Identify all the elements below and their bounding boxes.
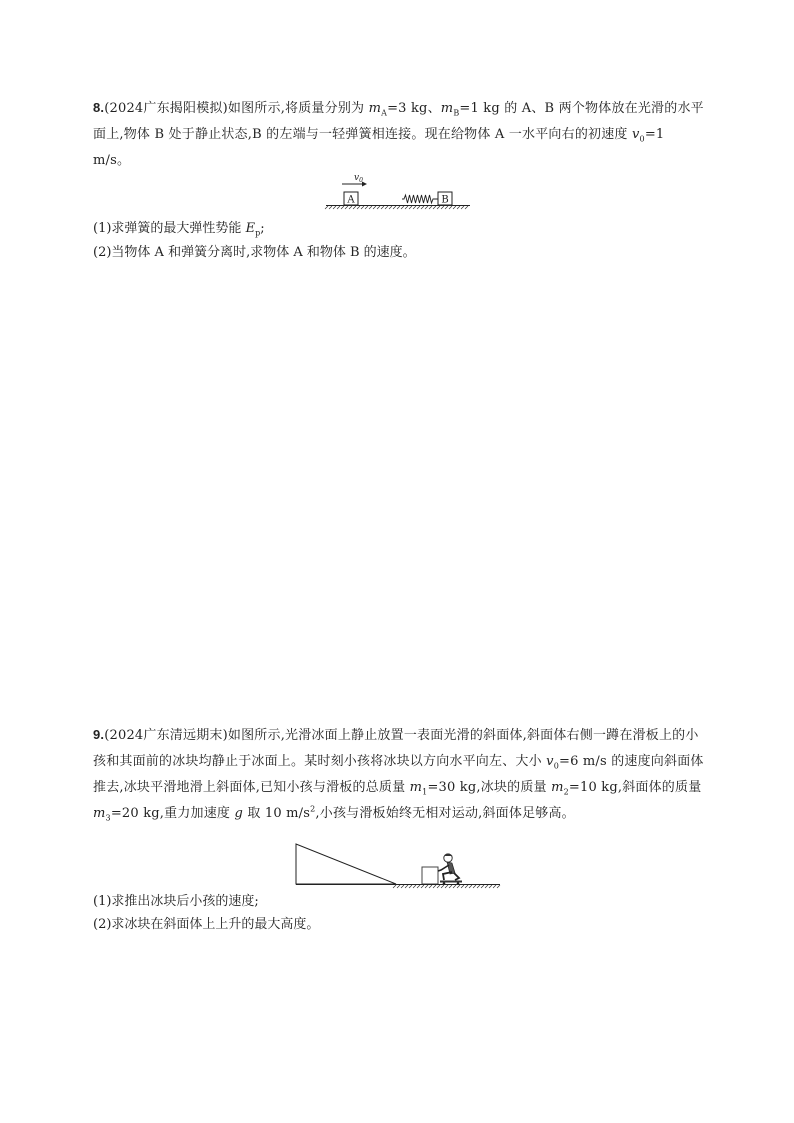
- mass-b-subscript: B: [453, 108, 460, 118]
- block-a-label: A: [347, 194, 355, 206]
- figure-velocity-label: $v_0$: [354, 173, 363, 184]
- problem-8-number: 8.: [93, 100, 105, 115]
- incline-block: [296, 844, 396, 884]
- gravity-symbol: g: [234, 806, 243, 821]
- energy-symbol: E: [245, 221, 256, 236]
- problem-8-subquestion-2: (2)当物体 A 和弹簧分离时,求物体 A 和物体 B 的速度。: [93, 245, 416, 260]
- mass-a-subscript: A: [381, 108, 388, 118]
- problem-9-text-7: ,小孩与滑板始终无相对运动,斜面体足够高。: [315, 806, 575, 821]
- problem-9-text-2: =6 m/s 的速度向斜面体推去,冰块平滑地滑上斜面体,已知小孩与滑板的总质量: [93, 754, 704, 795]
- subquestion-1-end: ;: [260, 221, 265, 236]
- mass-1-subscript: 1: [422, 787, 428, 797]
- spring: [402, 195, 438, 203]
- mass-a-symbol: m: [368, 101, 382, 116]
- energy-subscript: p: [255, 228, 261, 238]
- problem-9-statement: [93, 722, 705, 827]
- problem-8-subquestion-1: [93, 218, 265, 240]
- problem-8-text: 如图所示,将质量分别为: [227, 101, 369, 116]
- mass-3-subscript: 3: [105, 813, 111, 823]
- problem-9-source: (2024广东清远期末): [104, 728, 228, 743]
- problem-9-text-5: =20 kg,重力加速度: [110, 806, 235, 821]
- ice-surface-hatching: [393, 885, 500, 888]
- mass-a-value: =3 kg、: [387, 101, 441, 116]
- problem-9-figure: [292, 838, 504, 890]
- velocity-subscript: 0: [639, 134, 645, 144]
- subquestion-1-text: (1)求弹簧的最大弹性势能: [93, 221, 246, 236]
- problem-9-text-1: 如图所示,光滑冰面上静止放置一表面光滑的斜面体,斜面体右侧一蹲在滑板上的小孩和其面前的冰块均静止于冰面上。某时刻小孩将冰块以方向水平向左、大小: [93, 728, 699, 769]
- child-on-skateboard: [438, 854, 462, 885]
- velocity-symbol: v: [631, 127, 640, 142]
- mass-b-symbol: m: [440, 101, 454, 116]
- ice-block: [422, 867, 438, 884]
- initial-velocity-subscript: 0: [553, 761, 559, 771]
- problem-9-subquestion-2: (2)求冰块在斜面体上上升的最大高度。: [93, 917, 320, 932]
- mass-1-symbol: m: [409, 780, 423, 795]
- problem-8-source: (2024广东揭阳模拟): [104, 101, 228, 116]
- problem-9-text-6: 取 10 m/s: [243, 806, 311, 821]
- mass-b-text: =1 kg 的 A、B 两个物体放在光滑的水平面上,物体 B 处于静止状态,B 的左端与一轻弹簧相连接。现在给物体 A 一水平向右的初速度: [93, 101, 704, 142]
- problem-9-text-4: =10 kg,斜面体的质量: [568, 780, 702, 795]
- mass-2-subscript: 2: [563, 787, 569, 797]
- block-b-label: B: [441, 194, 449, 206]
- problem-9-number: 9.: [93, 727, 105, 742]
- problem-9-subquestion-1: (1)求推出冰块后小孩的速度;: [93, 894, 259, 909]
- problem-9-text-3: =30 kg,冰块的质量: [427, 780, 552, 795]
- problem-8-statement: [93, 95, 705, 174]
- ground-hatching: [325, 206, 468, 209]
- unit-superscript: 2: [310, 804, 316, 814]
- initial-velocity-symbol: v: [546, 754, 554, 769]
- velocity-value: =1 m/s。: [93, 127, 665, 168]
- problem-8-figure: [322, 168, 474, 214]
- mass-3-symbol: m: [93, 806, 106, 821]
- mass-2-symbol: m: [551, 780, 564, 795]
